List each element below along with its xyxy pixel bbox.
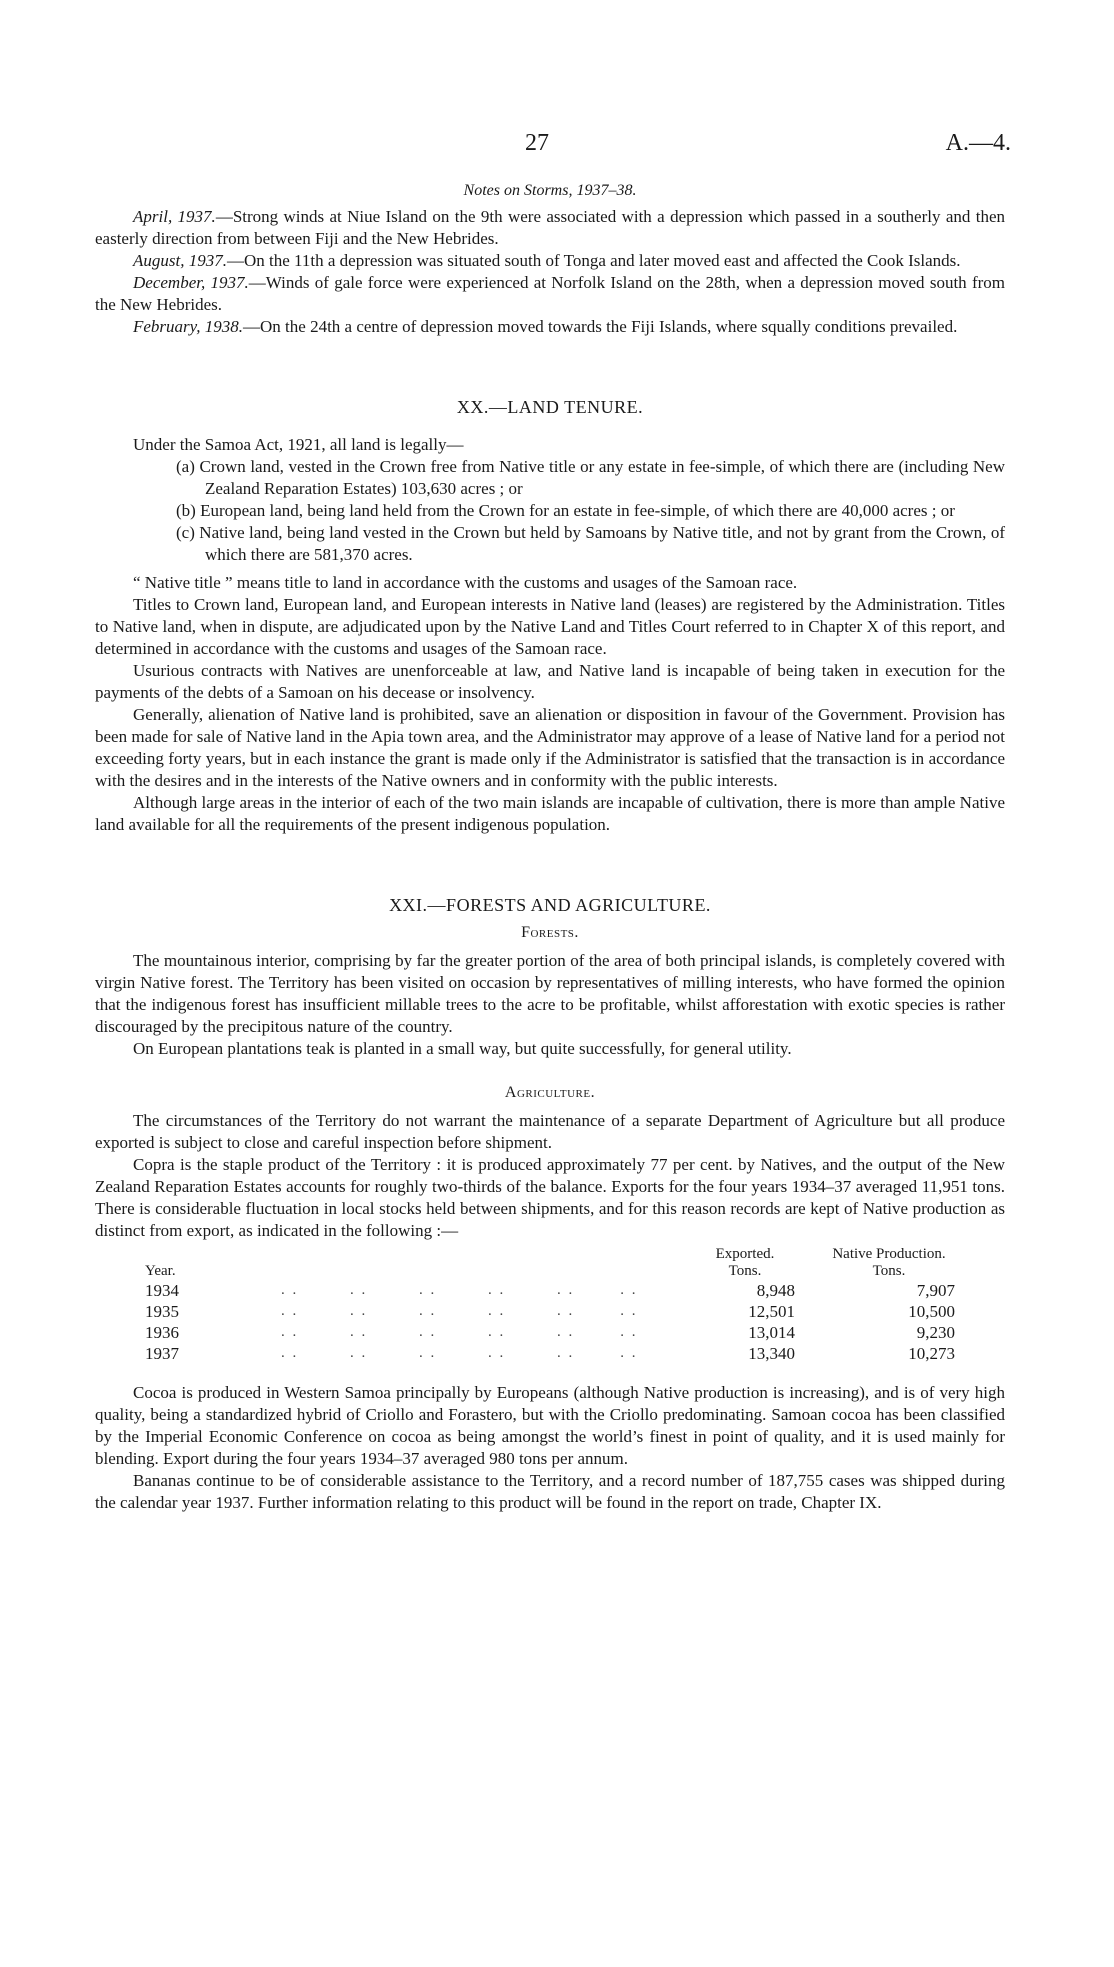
table-row (145, 1322, 983, 1343)
col-year: Year. (145, 1263, 176, 1279)
agri-paragraph: Copra is the staple product of the Territory : it is produced approximately 77 per cent. by Natives, and the output of the New Zealand Reparation Estates accounts for roughly two-thirds of the balance. Exports for the four years 1934–37 averaged 11,951 tons. There is considerable fluctuation in local stocks held between shipments, and for this reason records are kept of Native production as distinct from export, as indicated in the following :— (95, 1155, 1005, 1240)
forest-paragraph: On European plantations teak is planted in a small way, but quite successfully, for general utility. (133, 1039, 792, 1058)
land-item-b (95, 500, 1005, 522)
col-exported-label: Exported. (715, 1246, 775, 1262)
storm-date: December, 1937. (133, 273, 249, 292)
storm-entry (95, 272, 1005, 316)
col-exported (695, 1246, 795, 1280)
item-label: (c) (176, 523, 195, 542)
storm-text: —On the 11th a depression was situated south of Tonga and later moved east and affected the Cook Islands. (226, 251, 961, 270)
col-native (795, 1246, 983, 1280)
storm-entry (95, 316, 1005, 338)
land-item-a (95, 456, 1005, 500)
storms-title: Notes on Storms, 1937–38. (463, 182, 637, 199)
col-native-unit: Tons. (872, 1263, 906, 1279)
storm-date: February, 1938. (133, 317, 244, 336)
page-number: 27 (525, 130, 549, 156)
row-exported: 8,948 (756, 1281, 795, 1300)
land-paragraph: Although large areas in the interior of each of the two main islands are incapable of cultivation, there is more than ample Native land available for all the requirements of the present indigenous population. (95, 793, 1005, 834)
row-year: 1934 (145, 1281, 179, 1300)
land-intro: Under the Samoa Act, 1921, all land is legally— (133, 435, 464, 454)
land-item-c (95, 522, 1005, 566)
storm-entry (95, 206, 1005, 250)
row-native: 9,230 (916, 1323, 955, 1342)
leader-dots: . . . . . . . . . . . . (235, 1282, 638, 1298)
storm-date: August, 1937. (133, 251, 227, 270)
land-paragraph: Generally, alienation of Native land is prohibited, save an alienation or disposition in favour of the Government. Provision has been made for sale of Native land in the Apia town area, and the Administrator may approve of a lease of Native land for a period not exceeding forty years, but in each instance the grant is made only if the Administrator is satisfied that the transaction is in accordance with the desires and in the interests of the Native owners and in conformity with the public interests. (95, 705, 1005, 790)
row-year: 1936 (145, 1323, 179, 1342)
land-tenure-heading: XX.—LAND TENURE. (456, 397, 644, 417)
forests-agriculture-heading: XXI.—FORESTS AND AGRICULTURE. (389, 895, 711, 915)
item-text: European land, being land held from the Crown for an estate in fee-simple, of which there are 40,000 acres ; or (200, 501, 955, 520)
col-native-label: Native Production. (832, 1246, 946, 1262)
copra-production-table (145, 1246, 983, 1364)
closing-paragraph: Cocoa is produced in Western Samoa principally by Europeans (although Native production is increasing), and is of very high quality, being a standardized hybrid of Criollo and Forastero, but with the Criollo predominating. Samoan cocoa has been classified by the Imperial Economic Conference on cocoa as being amongst the world’s finest in point of quality, and it is used mainly for blending. Export during the four years 1934–37 averaged 980 tons per annum. (95, 1383, 1005, 1468)
row-native: 10,273 (908, 1344, 955, 1363)
storm-text: —Winds of gale force were experienced at Norfolk Island on the 28th, when a depression moved south from the New Hebrides. (95, 273, 1006, 314)
page-content (95, 180, 1005, 1514)
row-exported: 12,501 (748, 1302, 795, 1321)
land-paragraph: Titles to Crown land, European land, and European interests in Native land (leases) are registered by the Administration. Titles to Native land, when in dispute, are adjudicated upon by the Native Land and Titles Court referred to in Chapter X of this report, and determined in accordance with the customs and usages of the Samoan race. (95, 595, 1005, 658)
agri-paragraph: The circumstances of the Territory do not warrant the maintenance of a separate Department of Agriculture but all produce exported is subject to close and careful inspection before shipment. (95, 1111, 1005, 1152)
item-text: Native land, being land vested in the Crown but held by Samoans by Native title, and not by grant from the Crown, of which there are 581,370 acres. (199, 523, 1005, 564)
land-paragraph: “ Native title ” means title to land in accordance with the customs and usages of the Samoan race. (133, 573, 798, 592)
forest-paragraph: The mountainous interior, comprising by far the greater portion of the area of both principal islands, is completely covered with virgin Native forest. The Territory has been visited on occasion by representatives of milling interests, who have formed the opinion that the indigenous forest has insufficient millable trees to the acre to be profitable, whilst afforestation with exotic species is rather discouraged by the precipitous nature of the country. (95, 951, 1005, 1036)
table-row (145, 1280, 983, 1301)
item-label: (b) (176, 501, 196, 520)
leader-dots: . . . . . . . . . . . . (235, 1303, 638, 1319)
page-header (0, 130, 1114, 160)
storm-text: —Strong winds at Niue Island on the 9th were associated with a depression which passed in a southerly and then easterly direction from between Fiji and the New Hebrides. (95, 207, 1005, 248)
item-label: (a) (176, 457, 195, 476)
table-row (145, 1301, 983, 1322)
forests-subheading: Forests. (521, 924, 579, 941)
agriculture-subheading: Agriculture. (504, 1084, 596, 1101)
land-paragraph: Usurious contracts with Natives are unenforceable at law, and Native land is incapable of being taken in execution for the payments of the debts of a Samoan on his decease or insolvency. (95, 661, 1005, 702)
row-exported: 13,014 (748, 1323, 795, 1342)
row-native: 7,907 (916, 1281, 955, 1300)
closing-paragraph: Bananas continue to be of considerable assistance to the Territory, and a record number of 187,755 cases was shipped during the calendar year 1937. Further information relating to this product will be found in the report on trade, Chapter IX. (95, 1471, 1005, 1512)
row-year: 1937 (145, 1344, 179, 1363)
table-header-row (145, 1246, 983, 1280)
table-row (145, 1343, 983, 1364)
leader-dots: . . . . . . . . . . . . (235, 1324, 638, 1340)
storm-date: April, 1937. (133, 207, 216, 226)
page-reference: A.—4. (945, 130, 1011, 156)
row-exported: 13,340 (748, 1344, 795, 1363)
leader-dots: . . . . . . . . . . . . (235, 1345, 638, 1361)
storm-entry (95, 250, 1005, 272)
storm-text: —On the 24th a centre of depression moved towards the Fiji Islands, where squally conditions prevailed. (243, 317, 958, 336)
col-exported-unit: Tons. (728, 1263, 762, 1279)
item-text: Crown land, vested in the Crown free from Native title or any estate in fee-simple, of which there are (including New Zealand Reparation Estates) 103,630 acres ; or (199, 457, 1006, 498)
row-year: 1935 (145, 1302, 179, 1321)
row-native: 10,500 (908, 1302, 955, 1321)
